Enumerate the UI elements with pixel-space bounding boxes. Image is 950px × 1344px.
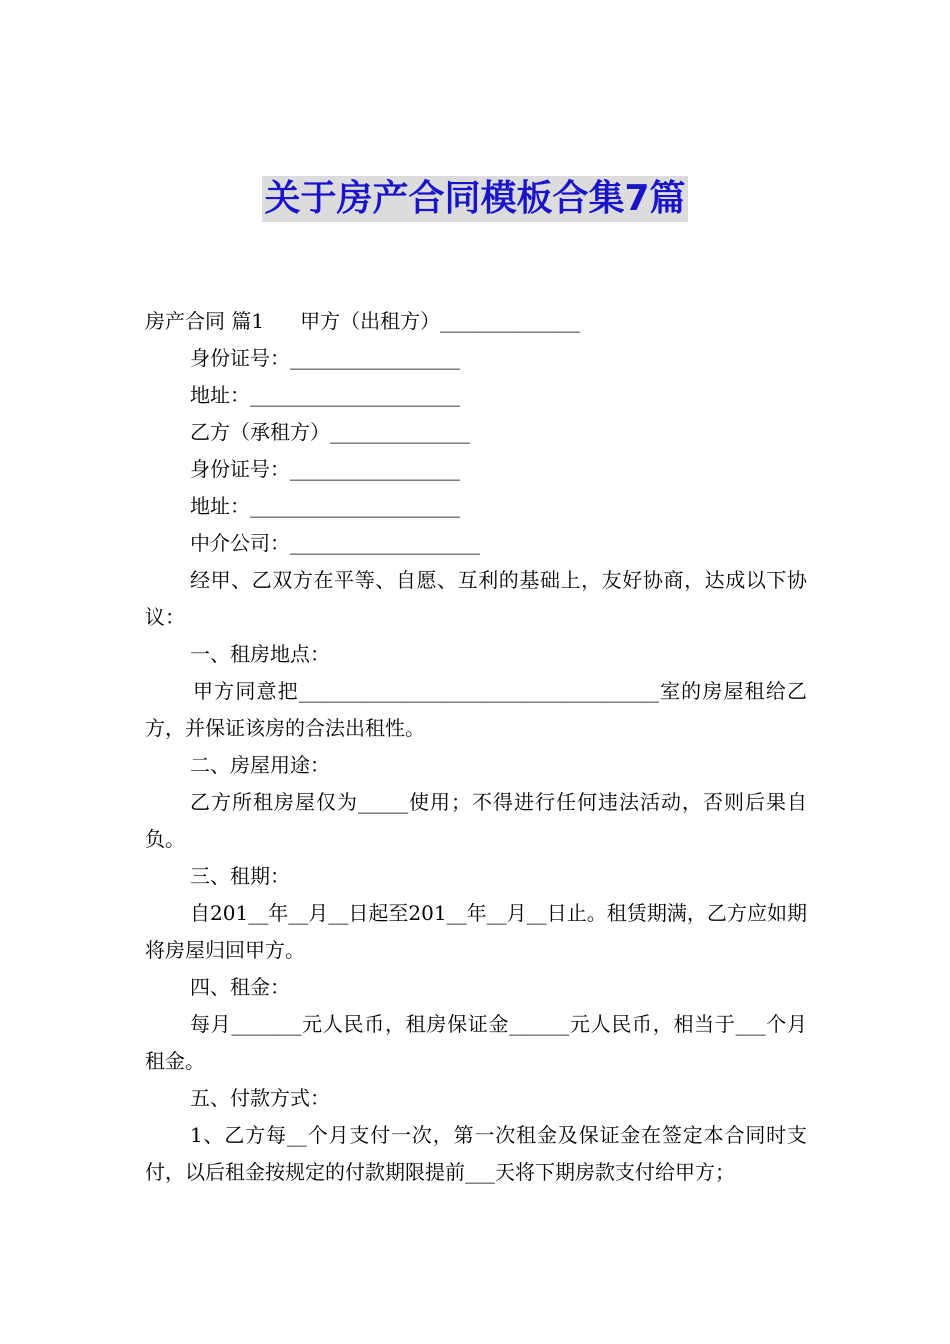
- party-a-line: 甲方（出租方）______________: [300, 309, 581, 333]
- section-4-text: 每月_______元人民币，租房保证金______元人民币，相当于___个月租金。: [145, 1012, 807, 1073]
- id-a-line: 身份证号：_________________: [190, 346, 460, 370]
- section-3-text: 自201__年__月__日起至201__年__月__日止。租赁期满，乙方应如期将房屋归回甲方。: [145, 901, 807, 962]
- section-2-text: 乙方所租房屋仅为_____使用；不得进行任何违法活动，否则后果自负。: [145, 790, 807, 851]
- id-b-line: 身份证号：_________________: [190, 457, 460, 481]
- intro-paragraph: 经甲、乙双方在平等、自愿、互利的基础上，友好协商，达成以下协议：: [145, 568, 807, 629]
- section-1-title: 一、租房地点：: [190, 642, 330, 666]
- first-line: [145, 303, 807, 340]
- document-title: 关于房产合同模板合集7篇: [262, 176, 687, 222]
- section-3-title: 三、租期：: [190, 864, 290, 888]
- address-b-line: 地址：_____________________: [190, 494, 460, 518]
- title-container: [0, 176, 950, 222]
- section-1-text: 甲方同意把____________________________________室的房屋租给乙方，并保证该房的合法出租性。: [145, 679, 807, 740]
- party-b-line: 乙方（承租方）______________: [190, 420, 470, 444]
- document-body: [145, 303, 807, 1191]
- address-a-line: 地址：_____________________: [190, 383, 460, 407]
- section-5-text: 1、乙方每__个月支付一次，第一次租金及保证金在签定本合同时支付，以后租金按规定的付款期限提前___天将下期房款支付给甲方；: [145, 1123, 807, 1184]
- section-4-title: 四、租金：: [190, 975, 290, 999]
- section-heading: 房产合同 篇1: [145, 309, 265, 333]
- section-5-title: 五、付款方式：: [190, 1086, 330, 1110]
- agency-line: 中介公司：___________________: [190, 531, 480, 555]
- section-2-title: 二、房屋用途：: [190, 753, 330, 777]
